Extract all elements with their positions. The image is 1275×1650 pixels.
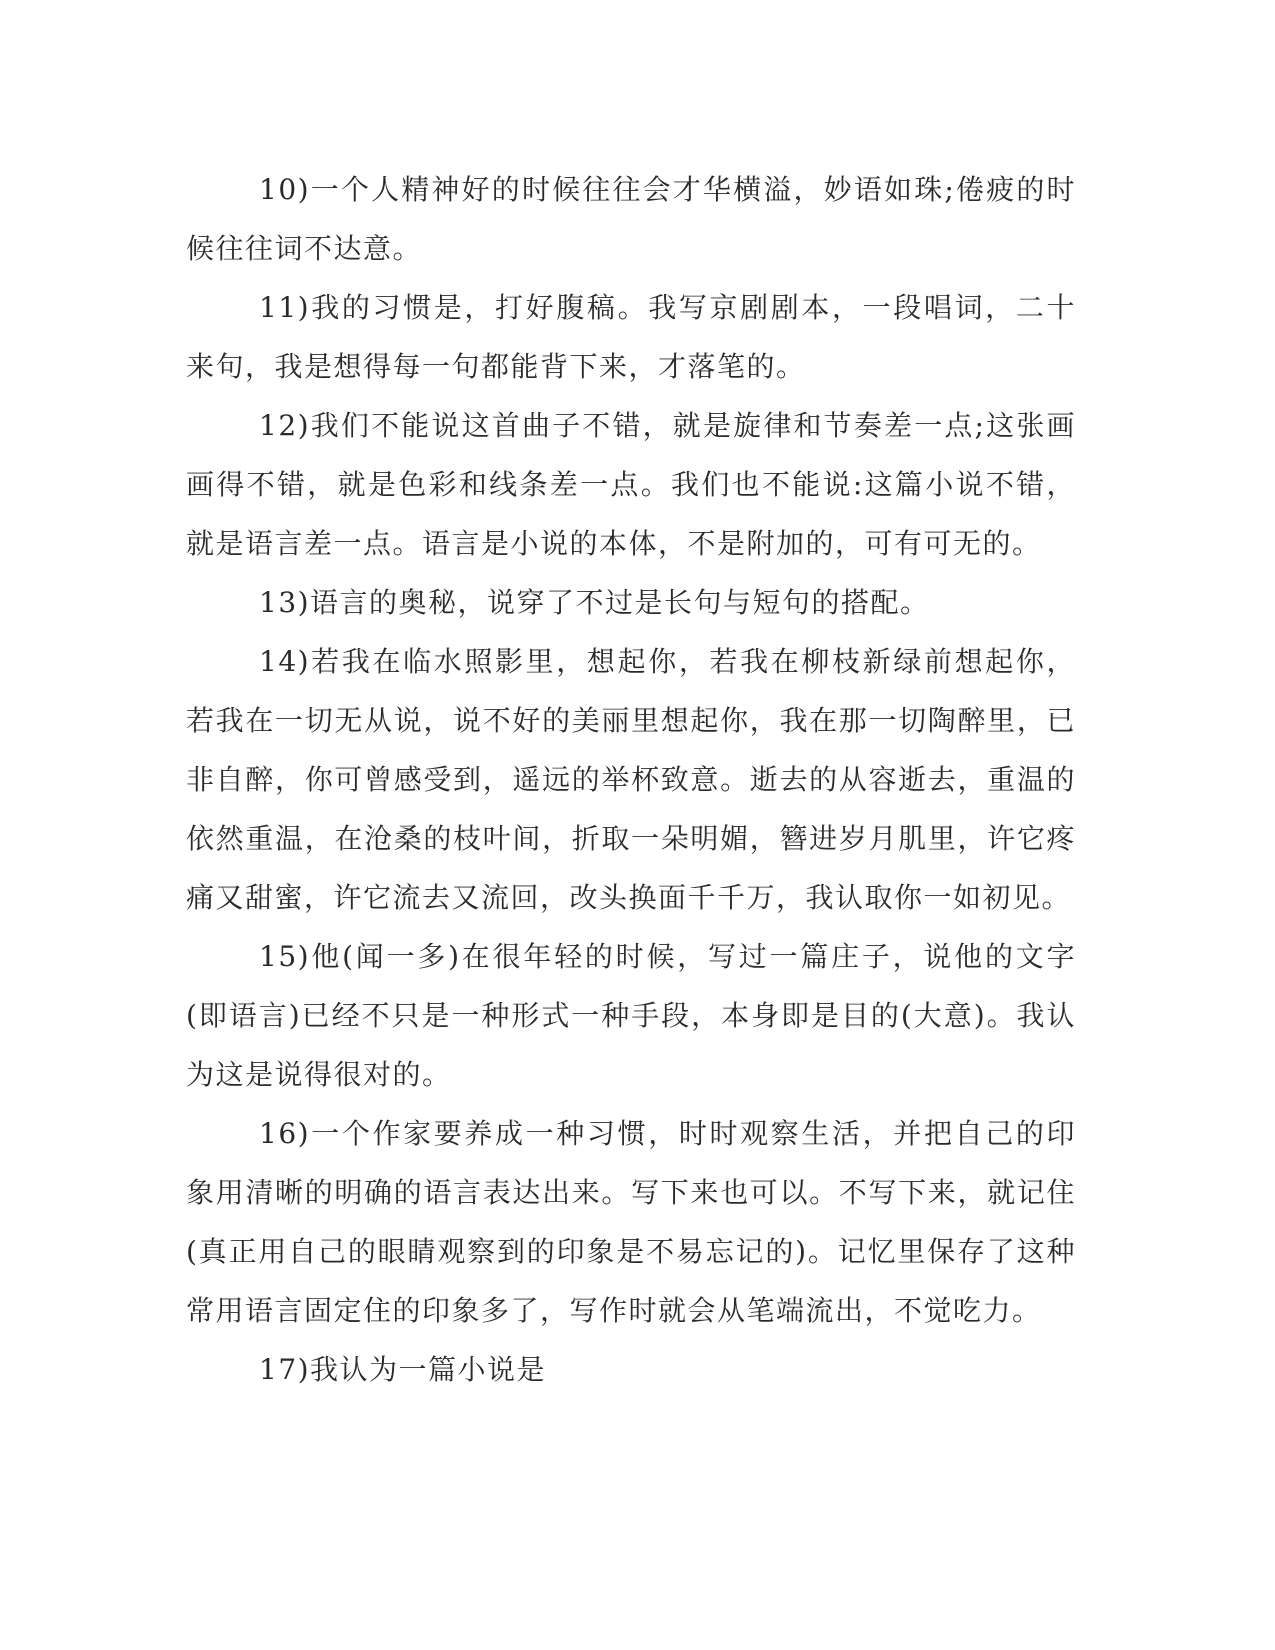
document-body bbox=[186, 160, 1076, 1399]
paragraph-10: 10)一个人精神好的时候往往会才华横溢，妙语如珠;倦疲的时候往往词不达意。 bbox=[186, 173, 1076, 265]
paragraph-12: 12)我们不能说这首曲子不错，就是旋律和节奏差一点;这张画画得不错，就是色彩和线条差一点。我们也不能说:这篇小说不错，就是语言差一点。语言是小说的本体，不是附加的，可有可无的。 bbox=[186, 409, 1076, 560]
paragraph-11: 11)我的习惯是，打好腹稿。我写京剧剧本，一段唱词，二十来句，我是想得每一句都能背下来，才落笔的。 bbox=[186, 291, 1076, 383]
paragraph-16: 16)一个作家要养成一种习惯，时时观察生活，并把自己的印象用清晰的明确的语言表达出来。写下来也可以。不写下来，就记住(真正用自己的眼睛观察到的印象是不易忘记的)。记忆里保存了这种常用语言固定住的印象多了，写作时就会从笔端流出，不觉吃力。 bbox=[186, 1117, 1076, 1327]
paragraph-15: 15)他(闻一多)在很年轻的时候，写过一篇庄子，说他的文字(即语言)已经不只是一种形式一种手段，本身即是目的(大意)。我认为这是说得很对的。 bbox=[186, 940, 1076, 1091]
paragraph-14: 14)若我在临水照影里，想起你，若我在柳枝新绿前想起你，若我在一切无从说，说不好的美丽里想起你，我在那一切陶醉里，已非自醉，你可曾感受到，遥远的举杯致意。逝去的从容逝去，重温的依然重温，在沧桑的枝叶间，折取一朵明媚，簪进岁月肌里，许它疼痛又甜蜜，许它流去又流回，改头换面千千万，我认取你一如初见。 bbox=[186, 645, 1076, 914]
paragraph-17: 17)我认为一篇小说是 bbox=[259, 1353, 547, 1386]
paragraph-13: 13)语言的奥秘，说穿了不过是长句与短句的搭配。 bbox=[259, 586, 930, 619]
